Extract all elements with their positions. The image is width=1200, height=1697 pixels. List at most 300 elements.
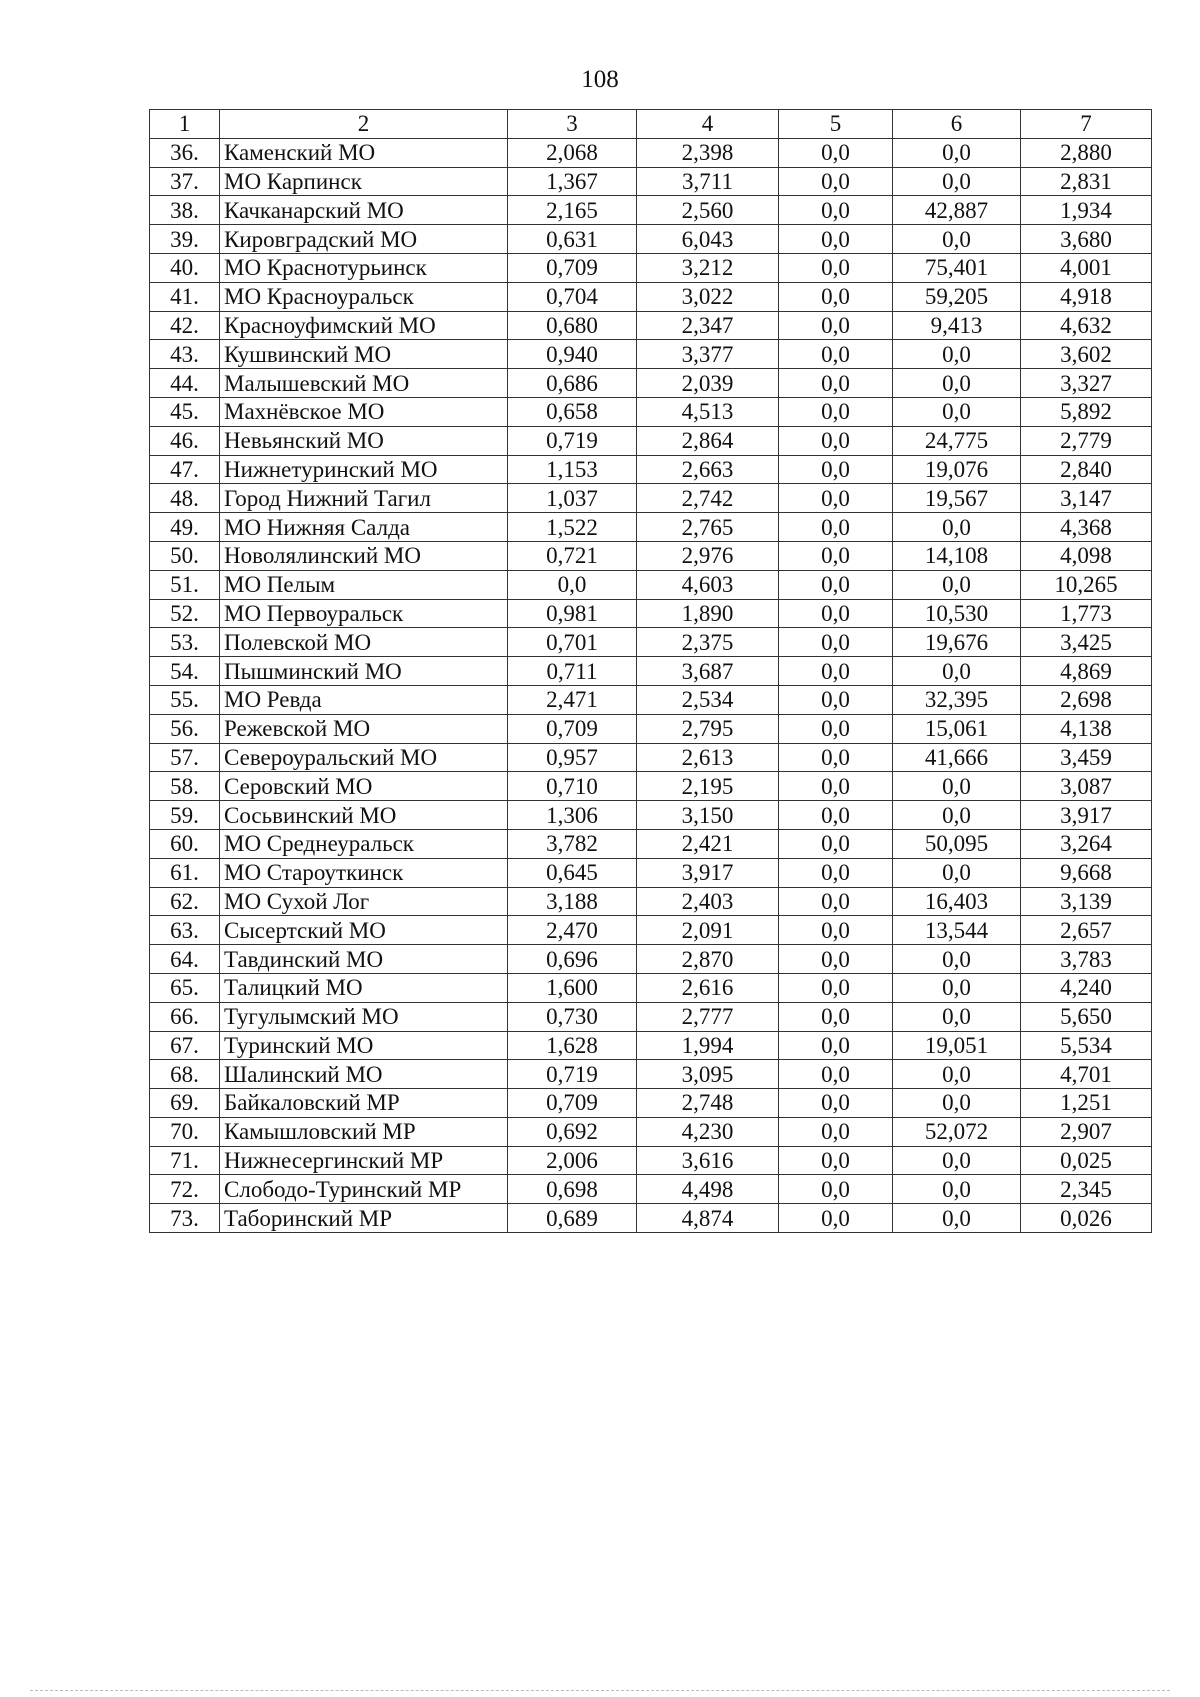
value-col-6: 0,0: [893, 945, 1021, 974]
table-row: [150, 743, 1152, 772]
row-number: 56.: [150, 714, 220, 743]
value-col-7: 0,025: [1021, 1146, 1152, 1175]
value-col-7: 4,869: [1021, 657, 1152, 686]
value-col-6: 42,887: [893, 196, 1021, 225]
table-row: [150, 1031, 1152, 1060]
table-row: [150, 1175, 1152, 1204]
row-number: 38.: [150, 196, 220, 225]
value-col-4: 4,603: [637, 570, 779, 599]
municipality-name: Слободо-Туринский МР: [220, 1175, 508, 1204]
value-col-5: 0,0: [779, 138, 893, 167]
column-header: 7: [1021, 110, 1152, 139]
table-row: [150, 484, 1152, 513]
value-col-6: 0,0: [893, 973, 1021, 1002]
column-header: 4: [637, 110, 779, 139]
value-col-4: 1,994: [637, 1031, 779, 1060]
municipality-name: Качканарский МО: [220, 196, 508, 225]
table-row: [150, 311, 1152, 340]
value-col-6: 0,0: [893, 167, 1021, 196]
row-number: 60.: [150, 829, 220, 858]
municipality-name: Кировградский МО: [220, 225, 508, 254]
municipality-name: Серовский МО: [220, 772, 508, 801]
value-col-5: 0,0: [779, 1031, 893, 1060]
row-number: 71.: [150, 1146, 220, 1175]
value-col-6: 0,0: [893, 1146, 1021, 1175]
value-col-4: 1,890: [637, 599, 779, 628]
value-col-3: 0,686: [508, 369, 637, 398]
value-col-6: 75,401: [893, 253, 1021, 282]
value-col-7: 1,251: [1021, 1089, 1152, 1118]
table-row: [150, 829, 1152, 858]
value-col-5: 0,0: [779, 829, 893, 858]
row-number: 49.: [150, 513, 220, 542]
municipality-name: МО Пелым: [220, 570, 508, 599]
value-col-6: 0,0: [893, 801, 1021, 830]
value-col-3: 3,188: [508, 887, 637, 916]
table-row: [150, 253, 1152, 282]
value-col-4: 3,095: [637, 1060, 779, 1089]
municipality-name: Сысертский МО: [220, 916, 508, 945]
value-col-3: 0,689: [508, 1204, 637, 1233]
row-number: 67.: [150, 1031, 220, 1060]
value-col-6: 32,395: [893, 685, 1021, 714]
value-col-4: 6,043: [637, 225, 779, 254]
value-col-7: 2,345: [1021, 1175, 1152, 1204]
value-col-4: 2,421: [637, 829, 779, 858]
value-col-3: 1,153: [508, 455, 637, 484]
header-row: [150, 110, 1152, 139]
value-col-3: 0,696: [508, 945, 637, 974]
table-row: [150, 1002, 1152, 1031]
value-col-5: 0,0: [779, 772, 893, 801]
value-col-4: 3,377: [637, 340, 779, 369]
value-col-5: 0,0: [779, 1146, 893, 1175]
row-number: 44.: [150, 369, 220, 398]
value-col-6: 0,0: [893, 138, 1021, 167]
row-number: 58.: [150, 772, 220, 801]
municipality-name: МО Сухой Лог: [220, 887, 508, 916]
municipality-name: Таборинский МР: [220, 1204, 508, 1233]
column-header: 2: [220, 110, 508, 139]
value-col-5: 0,0: [779, 801, 893, 830]
value-col-7: 3,264: [1021, 829, 1152, 858]
value-col-6: 9,413: [893, 311, 1021, 340]
municipality-name: МО Краснотурьинск: [220, 253, 508, 282]
value-col-7: 3,680: [1021, 225, 1152, 254]
municipality-name: Североуральский МО: [220, 743, 508, 772]
municipality-name: Полевской МО: [220, 628, 508, 657]
table-row: [150, 772, 1152, 801]
row-number: 69.: [150, 1089, 220, 1118]
value-col-5: 0,0: [779, 1117, 893, 1146]
value-col-4: 2,742: [637, 484, 779, 513]
row-number: 66.: [150, 1002, 220, 1031]
municipality-name: МО Ревда: [220, 685, 508, 714]
municipality-name: Новолялинский МО: [220, 541, 508, 570]
value-col-3: 1,037: [508, 484, 637, 513]
value-col-5: 0,0: [779, 282, 893, 311]
value-col-3: 2,471: [508, 685, 637, 714]
value-col-5: 0,0: [779, 196, 893, 225]
value-col-3: 0,711: [508, 657, 637, 686]
value-col-3: 0,709: [508, 714, 637, 743]
value-col-7: 1,773: [1021, 599, 1152, 628]
page-number: 108: [581, 66, 619, 93]
value-col-6: 0,0: [893, 340, 1021, 369]
value-col-4: 2,777: [637, 1002, 779, 1031]
value-col-4: 2,795: [637, 714, 779, 743]
municipality-name: Пышминский МО: [220, 657, 508, 686]
value-col-3: 1,306: [508, 801, 637, 830]
value-col-4: 2,534: [637, 685, 779, 714]
table-row: [150, 973, 1152, 1002]
value-col-5: 0,0: [779, 1204, 893, 1233]
value-col-5: 0,0: [779, 340, 893, 369]
municipality-name: МО Староуткинск: [220, 858, 508, 887]
value-col-3: 0,957: [508, 743, 637, 772]
table-row: [150, 628, 1152, 657]
value-col-6: 0,0: [893, 1060, 1021, 1089]
value-col-6: 0,0: [893, 1002, 1021, 1031]
value-col-3: 2,006: [508, 1146, 637, 1175]
value-col-4: 3,212: [637, 253, 779, 282]
value-col-3: 1,522: [508, 513, 637, 542]
column-header: 3: [508, 110, 637, 139]
row-number: 72.: [150, 1175, 220, 1204]
municipality-name: Малышевский МО: [220, 369, 508, 398]
table-row: [150, 167, 1152, 196]
value-col-4: 3,687: [637, 657, 779, 686]
table-row: [150, 541, 1152, 570]
column-header: 1: [150, 110, 220, 139]
value-col-6: 0,0: [893, 513, 1021, 542]
value-col-6: 13,544: [893, 916, 1021, 945]
value-col-4: 2,613: [637, 743, 779, 772]
value-col-3: 0,692: [508, 1117, 637, 1146]
value-col-5: 0,0: [779, 1175, 893, 1204]
value-col-4: 2,663: [637, 455, 779, 484]
value-col-5: 0,0: [779, 513, 893, 542]
value-col-3: 0,701: [508, 628, 637, 657]
value-col-3: 0,658: [508, 397, 637, 426]
value-col-4: 2,039: [637, 369, 779, 398]
row-number: 50.: [150, 541, 220, 570]
value-col-4: 2,748: [637, 1089, 779, 1118]
value-col-6: 19,051: [893, 1031, 1021, 1060]
value-col-5: 0,0: [779, 599, 893, 628]
municipality-name: Тавдинский МО: [220, 945, 508, 974]
table-row: [150, 1204, 1152, 1233]
value-col-6: 0,0: [893, 657, 1021, 686]
value-col-7: 4,632: [1021, 311, 1152, 340]
value-col-3: 3,782: [508, 829, 637, 858]
value-col-7: 5,892: [1021, 397, 1152, 426]
value-col-5: 0,0: [779, 973, 893, 1002]
municipality-name: Махнёвское МО: [220, 397, 508, 426]
value-col-3: 0,710: [508, 772, 637, 801]
value-col-6: 52,072: [893, 1117, 1021, 1146]
table-row: [150, 599, 1152, 628]
value-col-6: 0,0: [893, 858, 1021, 887]
table-row: [150, 916, 1152, 945]
value-col-6: 24,775: [893, 426, 1021, 455]
table-row: [150, 1146, 1152, 1175]
value-col-5: 0,0: [779, 685, 893, 714]
value-col-7: 2,880: [1021, 138, 1152, 167]
value-col-7: 3,327: [1021, 369, 1152, 398]
value-col-6: 15,061: [893, 714, 1021, 743]
value-col-5: 0,0: [779, 253, 893, 282]
municipality-name: МО Первоуральск: [220, 599, 508, 628]
value-col-3: 1,600: [508, 973, 637, 1002]
municipality-name: Камышловский МР: [220, 1117, 508, 1146]
value-col-3: 2,165: [508, 196, 637, 225]
value-col-3: 1,367: [508, 167, 637, 196]
municipality-name: МО Среднеуральск: [220, 829, 508, 858]
row-number: 65.: [150, 973, 220, 1002]
value-col-6: 0,0: [893, 369, 1021, 398]
value-col-4: 4,874: [637, 1204, 779, 1233]
municipality-name: Каменский МО: [220, 138, 508, 167]
value-col-3: 0,730: [508, 1002, 637, 1031]
scan-edge-line: [30, 1690, 1170, 1691]
value-col-5: 0,0: [779, 1002, 893, 1031]
value-col-5: 0,0: [779, 858, 893, 887]
row-number: 43.: [150, 340, 220, 369]
municipality-name: Нижнетуринский МО: [220, 455, 508, 484]
value-col-5: 0,0: [779, 916, 893, 945]
row-number: 40.: [150, 253, 220, 282]
row-number: 59.: [150, 801, 220, 830]
data-table: [149, 109, 1152, 1233]
row-number: 57.: [150, 743, 220, 772]
value-col-3: 1,628: [508, 1031, 637, 1060]
value-col-7: 3,783: [1021, 945, 1152, 974]
value-col-3: 2,470: [508, 916, 637, 945]
value-col-4: 2,398: [637, 138, 779, 167]
municipality-name: МО Нижняя Салда: [220, 513, 508, 542]
value-col-7: 3,917: [1021, 801, 1152, 830]
value-col-4: 2,560: [637, 196, 779, 225]
value-col-4: 2,403: [637, 887, 779, 916]
value-col-4: 3,150: [637, 801, 779, 830]
value-col-5: 0,0: [779, 657, 893, 686]
row-number: 55.: [150, 685, 220, 714]
table-row: [150, 138, 1152, 167]
value-col-3: 0,940: [508, 340, 637, 369]
table-row: [150, 455, 1152, 484]
table-row: [150, 685, 1152, 714]
value-col-3: 0,631: [508, 225, 637, 254]
value-col-7: 3,139: [1021, 887, 1152, 916]
municipality-name: Красноуфимский МО: [220, 311, 508, 340]
value-col-7: 2,840: [1021, 455, 1152, 484]
value-col-5: 0,0: [779, 945, 893, 974]
value-col-4: 2,195: [637, 772, 779, 801]
row-number: 37.: [150, 167, 220, 196]
value-col-7: 9,668: [1021, 858, 1152, 887]
table-row: [150, 1117, 1152, 1146]
value-col-5: 0,0: [779, 714, 893, 743]
value-col-4: 2,091: [637, 916, 779, 945]
value-col-4: 2,870: [637, 945, 779, 974]
value-col-5: 0,0: [779, 225, 893, 254]
value-col-5: 0,0: [779, 541, 893, 570]
municipality-name: МО Карпинск: [220, 167, 508, 196]
value-col-7: 4,368: [1021, 513, 1152, 542]
value-col-7: 4,918: [1021, 282, 1152, 311]
value-col-4: 4,498: [637, 1175, 779, 1204]
column-header: 5: [779, 110, 893, 139]
municipality-name: Тугулымский МО: [220, 1002, 508, 1031]
municipality-name: Байкаловский МР: [220, 1089, 508, 1118]
value-col-6: 16,403: [893, 887, 1021, 916]
value-col-7: 3,147: [1021, 484, 1152, 513]
value-col-5: 0,0: [779, 887, 893, 916]
value-col-5: 0,0: [779, 369, 893, 398]
table-row: [150, 1089, 1152, 1118]
row-number: 54.: [150, 657, 220, 686]
value-col-7: 2,907: [1021, 1117, 1152, 1146]
row-number: 47.: [150, 455, 220, 484]
table-row: [150, 801, 1152, 830]
row-number: 61.: [150, 858, 220, 887]
value-col-5: 0,0: [779, 743, 893, 772]
value-col-4: 2,976: [637, 541, 779, 570]
value-col-4: 2,616: [637, 973, 779, 1002]
municipality-name: МО Красноуральск: [220, 282, 508, 311]
table-row: [150, 340, 1152, 369]
row-number: 46.: [150, 426, 220, 455]
value-col-7: 4,001: [1021, 253, 1152, 282]
row-number: 62.: [150, 887, 220, 916]
value-col-6: 0,0: [893, 570, 1021, 599]
value-col-7: 4,138: [1021, 714, 1152, 743]
value-col-4: 3,616: [637, 1146, 779, 1175]
row-number: 53.: [150, 628, 220, 657]
table-row: [150, 426, 1152, 455]
municipality-name: Режевской МО: [220, 714, 508, 743]
value-col-7: 4,701: [1021, 1060, 1152, 1089]
value-col-4: 3,022: [637, 282, 779, 311]
value-col-7: 5,650: [1021, 1002, 1152, 1031]
value-col-6: 41,666: [893, 743, 1021, 772]
value-col-7: 1,934: [1021, 196, 1152, 225]
value-col-3: 0,719: [508, 426, 637, 455]
value-col-5: 0,0: [779, 628, 893, 657]
value-col-7: 4,098: [1021, 541, 1152, 570]
value-col-7: 2,831: [1021, 167, 1152, 196]
municipality-name: Город Нижний Тагил: [220, 484, 508, 513]
value-col-5: 0,0: [779, 426, 893, 455]
value-col-5: 0,0: [779, 1060, 893, 1089]
table-row: [150, 657, 1152, 686]
value-col-3: 0,645: [508, 858, 637, 887]
table-row: [150, 570, 1152, 599]
value-col-5: 0,0: [779, 397, 893, 426]
value-col-7: 3,425: [1021, 628, 1152, 657]
value-col-6: 50,095: [893, 829, 1021, 858]
value-col-4: 2,347: [637, 311, 779, 340]
value-col-3: 0,719: [508, 1060, 637, 1089]
value-col-6: 0,0: [893, 225, 1021, 254]
value-col-6: 0,0: [893, 397, 1021, 426]
table-body: [150, 138, 1152, 1232]
value-col-3: 0,709: [508, 1089, 637, 1118]
municipality-name: Шалинский МО: [220, 1060, 508, 1089]
municipality-name: Нижнесергинский МР: [220, 1146, 508, 1175]
value-col-5: 0,0: [779, 570, 893, 599]
table-row: [150, 369, 1152, 398]
value-col-3: 0,680: [508, 311, 637, 340]
municipality-name: Талицкий МО: [220, 973, 508, 1002]
value-col-6: 0,0: [893, 1175, 1021, 1204]
row-number: 64.: [150, 945, 220, 974]
table-row: [150, 887, 1152, 916]
column-header: 6: [893, 110, 1021, 139]
value-col-3: 0,709: [508, 253, 637, 282]
value-col-7: 3,602: [1021, 340, 1152, 369]
value-col-4: 3,711: [637, 167, 779, 196]
value-col-3: 0,721: [508, 541, 637, 570]
value-col-3: 0,704: [508, 282, 637, 311]
value-col-5: 0,0: [779, 455, 893, 484]
value-col-4: 2,864: [637, 426, 779, 455]
value-col-7: 2,657: [1021, 916, 1152, 945]
municipality-name: Невьянский МО: [220, 426, 508, 455]
value-col-4: 3,917: [637, 858, 779, 887]
value-col-7: 0,026: [1021, 1204, 1152, 1233]
row-number: 48.: [150, 484, 220, 513]
value-col-4: 4,513: [637, 397, 779, 426]
value-col-6: 19,076: [893, 455, 1021, 484]
row-number: 36.: [150, 138, 220, 167]
row-number: 39.: [150, 225, 220, 254]
table-row: [150, 1060, 1152, 1089]
value-col-6: 0,0: [893, 1204, 1021, 1233]
row-number: 70.: [150, 1117, 220, 1146]
value-col-7: 4,240: [1021, 973, 1152, 1002]
table-row: [150, 945, 1152, 974]
value-col-7: 3,459: [1021, 743, 1152, 772]
row-number: 45.: [150, 397, 220, 426]
value-col-7: 5,534: [1021, 1031, 1152, 1060]
table-row: [150, 397, 1152, 426]
table-row: [150, 282, 1152, 311]
value-col-5: 0,0: [779, 484, 893, 513]
municipality-name: Кушвинский МО: [220, 340, 508, 369]
municipality-name: Сосьвинский МО: [220, 801, 508, 830]
row-number: 73.: [150, 1204, 220, 1233]
value-col-6: 14,108: [893, 541, 1021, 570]
value-col-3: 0,981: [508, 599, 637, 628]
table-row: [150, 513, 1152, 542]
value-col-7: 3,087: [1021, 772, 1152, 801]
row-number: 63.: [150, 916, 220, 945]
value-col-6: 19,676: [893, 628, 1021, 657]
value-col-5: 0,0: [779, 1089, 893, 1118]
value-col-5: 0,0: [779, 311, 893, 340]
value-col-7: 2,779: [1021, 426, 1152, 455]
table-row: [150, 714, 1152, 743]
municipality-name: Туринский МО: [220, 1031, 508, 1060]
value-col-4: 4,230: [637, 1117, 779, 1146]
value-col-4: 2,375: [637, 628, 779, 657]
row-number: 68.: [150, 1060, 220, 1089]
value-col-4: 2,765: [637, 513, 779, 542]
value-col-5: 0,0: [779, 167, 893, 196]
value-col-6: 0,0: [893, 1089, 1021, 1118]
